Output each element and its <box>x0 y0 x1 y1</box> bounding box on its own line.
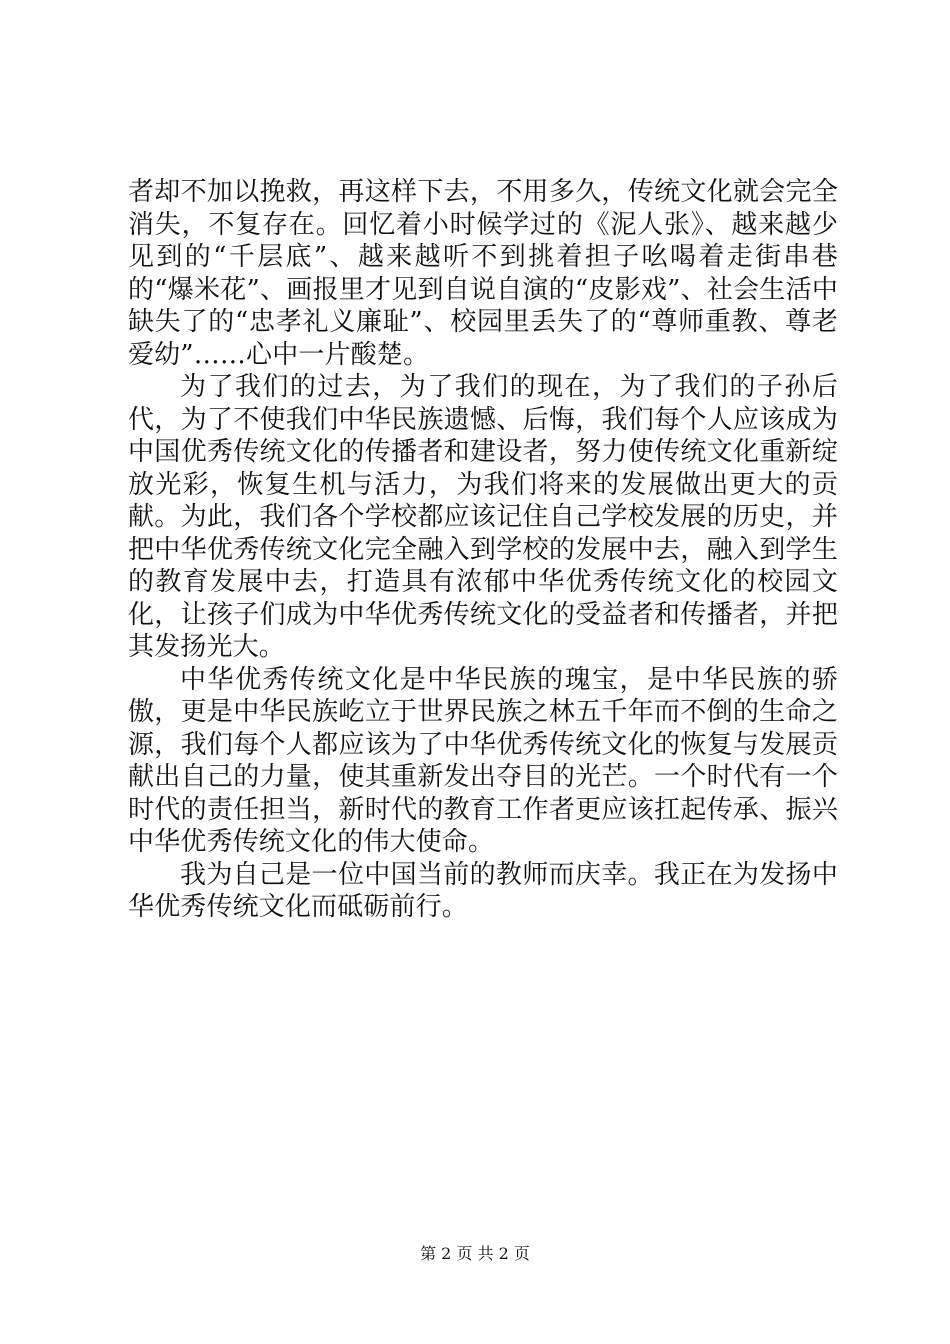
paragraph-future-generations: 为了我们的过去，为了我们的现在，为了我们的子孙后代，为了不使我们中华民族遗憾、后悔，我们每个人应该成为中国优秀传统文化的传播者和建设者，努力使传统文化重新绽放光彩，恢复生机与活力，为我们将来的发展做出更大的贡献。为此，我们各个学校都应该记住自己学校发展的历史，并把中华优秀传统文化完全融入到学校的发展中去，融入到学生的教育发展中去，打造具有浓郁中华优秀传统文化的校园文化，让孩子们成为中华优秀传统文化的受益者和传播者，并把其发扬光大。 <box>128 372 838 662</box>
page-number: 第 2 页 共 2 页 <box>420 1244 530 1263</box>
paragraph-continued: 者却不加以挽救，再这样下去，不用多久，传统文化就会完全消失，不复存在。回忆着小时候学过的《泥人张》、越来越少见到的“千层底”、越来越听不到挑着担子吆喝着走街串巷的“爆米花”、画报里才见到自说自演的“皮影戏”、社会生活中缺失了的“忠孝礼义廉耻”、校园里丢失了的“尊师重教、尊老爱幼”……心中一片酸楚。 <box>128 177 838 370</box>
paragraph-teacher: 我为自己是一位中国当前的教师而庆幸。我正在为发扬中华优秀传统文化而砥砺前行。 <box>128 859 838 922</box>
paragraph-national-treasure: 中华优秀传统文化是中华民族的瑰宝，是中华民族的骄傲，更是中华民族屹立于世界民族之林五千年而不倒的生命之源，我们每个人都应该为了中华优秀传统文化的恢复与发展贡献出自己的力量，使其重新发出夺目的光芒。一个时代有一个时代的责任担当，新时代的教育工作者更应该扛起传承、振兴中华优秀传统文化的伟大使命。 <box>128 664 838 857</box>
page-footer <box>0 1244 950 1264</box>
document-body <box>128 176 838 924</box>
